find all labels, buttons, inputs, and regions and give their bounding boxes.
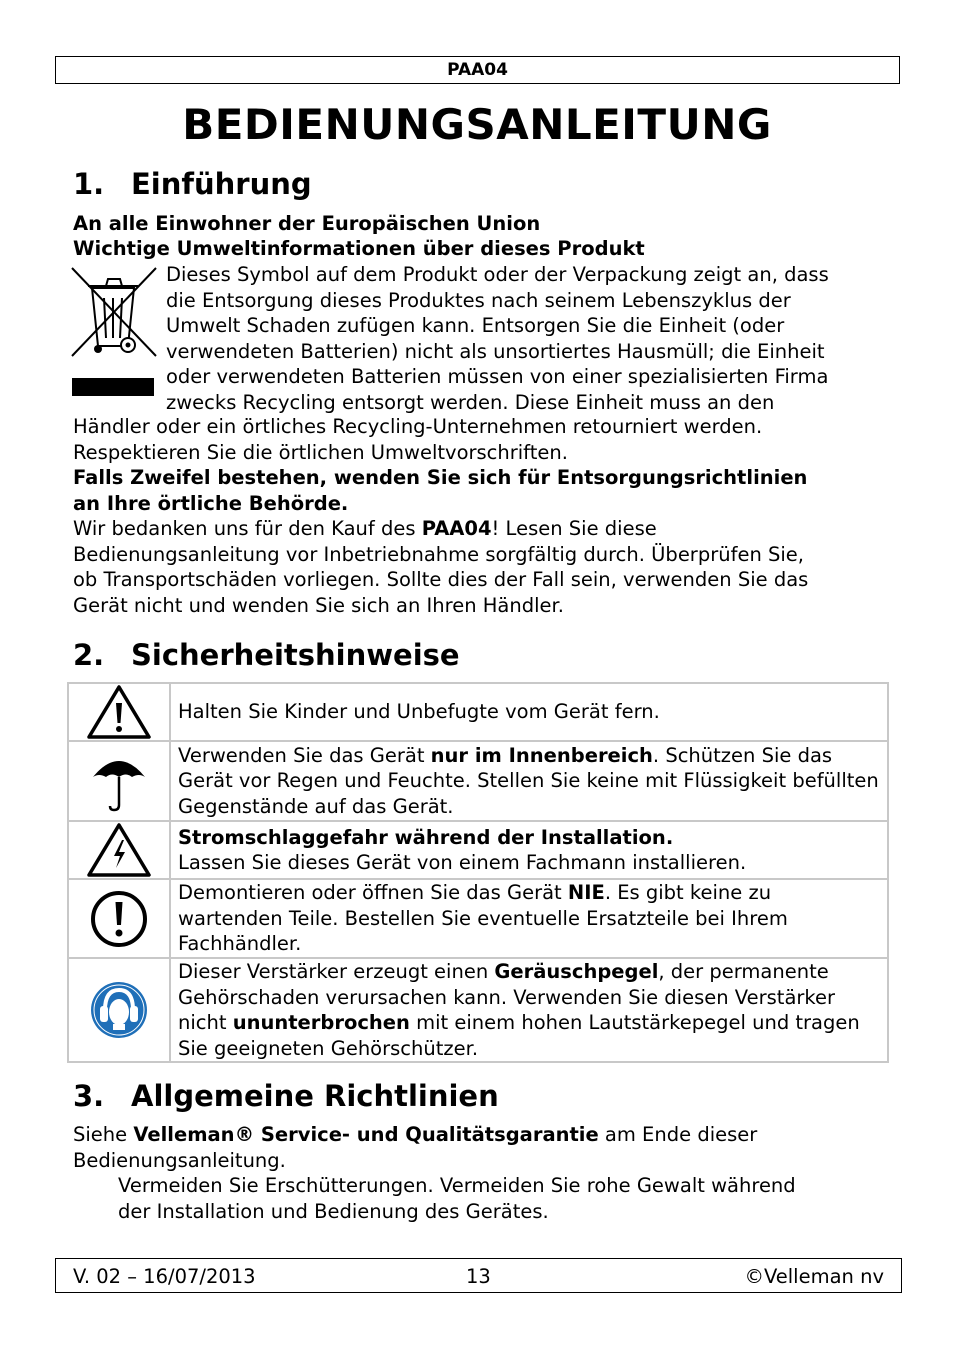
safety-text	[170, 879, 888, 958]
text-line: die Entsorgung dieses Produktes nach seinem Lebenszyklus der	[166, 288, 791, 312]
guideline-item	[118, 1173, 888, 1224]
warning-triangle-icon	[86, 684, 152, 740]
electric-shock-icon	[86, 822, 152, 878]
safety-row	[68, 958, 888, 1062]
section-title: Einführung	[131, 167, 312, 201]
safety-text-part: mit einem hohen Lautstärkepegel und tragen Sie geeigneten Gehörschützer.	[178, 1011, 860, 1060]
footer-version: V. 02 – 16/07/2013	[73, 1265, 256, 1288]
warranty-text: am Ende dieser	[598, 1123, 758, 1146]
safety-row	[68, 879, 888, 958]
section-number: 2.	[73, 638, 105, 672]
weee-text	[166, 262, 891, 415]
text-line: verwendeten Batterien) nicht als unsortiertes Hausmüll; die Einheit	[166, 339, 825, 363]
text-line: Dieses Symbol auf dem Produkt oder der Verpackung zeigt an, dass	[166, 263, 829, 286]
safety-row	[68, 821, 888, 879]
page-footer	[55, 1258, 902, 1293]
header-model: PAA04	[55, 56, 900, 84]
safety-text	[170, 958, 888, 1062]
safety-table	[67, 682, 889, 1063]
page-title: BEDIENUNGSANLEITUNG	[182, 100, 772, 149]
section-3-heading	[73, 1078, 499, 1114]
safety-text-part: Verwenden Sie das Gerät	[178, 743, 431, 767]
section-2-heading	[73, 637, 460, 673]
safety-text-part: , der permanente Gehörschaden verursachen kann. Verwenden Sie diesen Verstärker nicht	[178, 960, 836, 1034]
safety-text	[170, 741, 888, 821]
safety-icon-cell	[68, 879, 170, 958]
env-info-subheading: Wichtige Umweltinformationen über dieses Produkt	[73, 237, 645, 260]
text-line: zwecks Recycling entsorgt werden. Diese Einheit muss an den	[166, 390, 775, 414]
safety-icon-cell	[68, 958, 170, 1062]
text-line: Gerät nicht und wenden Sie sich an Ihren Händler.	[73, 593, 564, 617]
safety-text-emphasis: Stromschlaggefahr während der Installation.	[178, 825, 674, 849]
safety-row	[68, 741, 888, 821]
doubt-notice-line: Falls Zweifel bestehen, wenden Sie sich für Entsorgungsrichtlinien	[73, 466, 808, 489]
safety-row	[68, 683, 888, 741]
warranty-link-text: Velleman® Service- und Qualitätsgarantie	[133, 1123, 599, 1146]
safety-text-part: Dieser Verstärker erzeugt einen	[178, 960, 495, 983]
doubt-notice-line: an Ihre örtliche Behörde.	[73, 491, 349, 515]
product-model: PAA04	[421, 517, 492, 540]
weee-text-continued	[73, 414, 893, 618]
text-line: Händler oder ein örtliches Recycling-Unternehmen retourniert werden.	[73, 415, 763, 438]
section-number: 1.	[73, 167, 105, 201]
safety-text	[170, 821, 888, 879]
warranty-text: Siehe	[73, 1123, 134, 1146]
safety-icon-cell	[68, 741, 170, 821]
safety-text-part: Demontieren oder öffnen Sie das Gerät	[178, 881, 568, 905]
section-1-heading	[73, 166, 312, 202]
text-line: Bedienungsanleitung.	[73, 1148, 286, 1172]
text-line: oder verwendeten Batterien müssen von einer spezialisierten Firma	[166, 365, 829, 388]
text-line: ob Transportschäden vorliegen. Sollte dies der Fall sein, verwenden Sie das	[73, 568, 809, 591]
text-line: Umwelt Schaden zufügen kann. Entsorgen Sie die Einheit (oder	[166, 314, 785, 337]
section-title: Allgemeine Richtlinien	[131, 1079, 499, 1113]
umbrella-icon	[89, 749, 149, 813]
safety-text-emphasis: ununterbrochen	[232, 1011, 410, 1034]
section-number: 3.	[73, 1079, 105, 1113]
footer-page-number: 13	[466, 1265, 491, 1288]
exclamation-circle-icon	[89, 889, 149, 949]
text-line: Bedienungsanleitung vor Inbetriebnahme sorgfältig durch. Überprüfen Sie,	[73, 542, 804, 566]
text-line: der Installation und Bedienung des Gerätes.	[118, 1199, 549, 1223]
safety-text-part: Lassen Sie dieses Gerät von einem Fachmann installieren.	[178, 851, 747, 874]
safety-text-emphasis: nur im Innenbereich	[430, 743, 653, 767]
safety-text-part: . Schützen Sie das Gerät vor Regen und Feuchte. Stellen Sie keine mit Flüssigkeit befüllten Gegenstände auf das Gerät.	[178, 743, 879, 818]
warranty-reference	[73, 1122, 893, 1173]
footer-copyright: ©Velleman nv	[744, 1265, 884, 1288]
thanks-text: Wir bedanken uns für den Kauf des	[73, 517, 422, 540]
thanks-line	[73, 516, 893, 542]
safety-text-emphasis: NIE	[567, 881, 605, 905]
text-line: Respektieren Sie die örtlichen Umweltvorschriften.	[73, 440, 568, 464]
thanks-text: ! Lesen Sie diese	[491, 517, 657, 540]
safety-text-part: . Es gibt keine zu wartenden Teile. Bestellen Sie eventuelle Ersatzteile bei Ihrem Fachhändler.	[178, 881, 788, 956]
eu-residents-subheading: An alle Einwohner der Europäischen Union	[73, 212, 541, 235]
weee-bin-icon	[70, 266, 158, 398]
safety-text-emphasis: Geräuschpegel	[494, 960, 659, 983]
safety-icon-cell	[68, 821, 170, 879]
text-line: Vermeiden Sie Erschütterungen. Vermeiden Sie rohe Gewalt während	[118, 1174, 796, 1197]
section-title: Sicherheitshinweise	[131, 638, 460, 672]
safety-icon-cell	[68, 683, 170, 741]
ear-protection-icon	[89, 980, 149, 1040]
safety-text: Halten Sie Kinder und Unbefugte vom Gerät fern.	[170, 683, 888, 741]
